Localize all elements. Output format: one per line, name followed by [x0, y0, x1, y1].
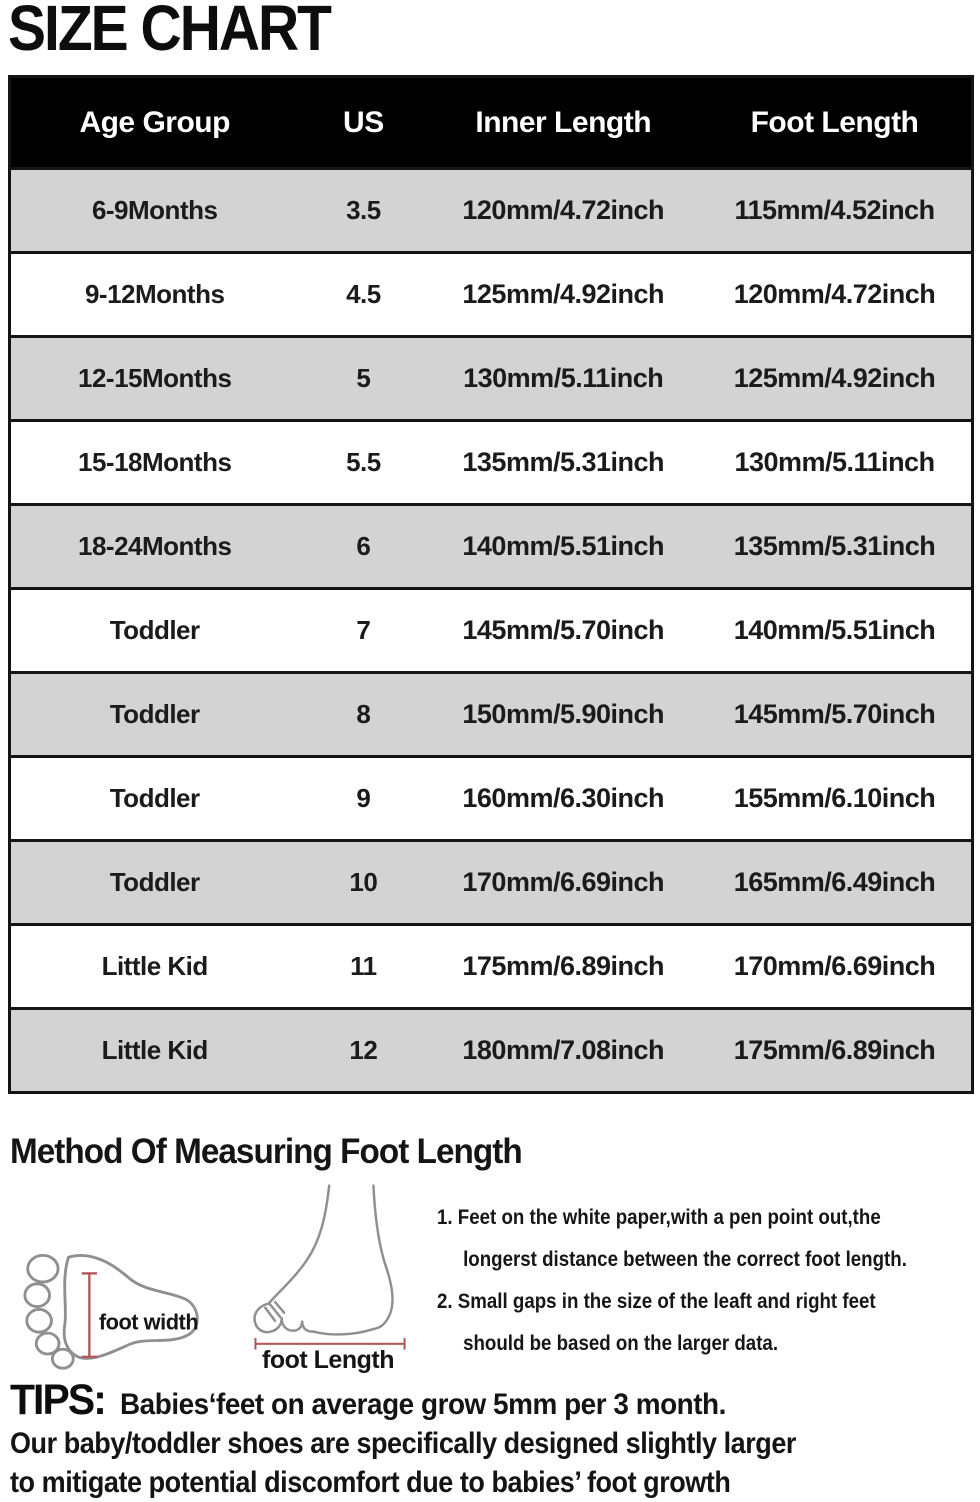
cell-inner-length: 175mm/6.89inch [428, 925, 698, 1009]
cell-foot-length: 175mm/6.89inch [698, 1009, 972, 1093]
cell-us-size: 7 [298, 589, 428, 673]
cell-us-size: 3.5 [298, 169, 428, 253]
cell-foot-length: 120mm/4.72inch [698, 253, 972, 337]
cell-foot-length: 165mm/6.49inch [698, 841, 972, 925]
cell-us-size: 11 [298, 925, 428, 1009]
table-row [10, 589, 973, 673]
cell-us-size: 6 [298, 505, 428, 589]
table-row [10, 1009, 973, 1093]
table-row [10, 253, 973, 337]
tips-line-2: Our baby/toddler shoes are specifically designed slightly larger [10, 1427, 796, 1460]
table-header-row [10, 77, 973, 169]
table-row [10, 337, 973, 421]
instruction-line-2b: should be based on the larger data. [463, 1331, 779, 1355]
tips-line-1: Babies‘feet on average grow 5mm per 3 month. [119, 1388, 726, 1421]
cell-inner-length: 160mm/6.30inch [428, 757, 698, 841]
col-header-inner-length: Inner Length [428, 77, 698, 169]
cell-inner-length: 145mm/5.70inch [428, 589, 698, 673]
table-row [10, 757, 973, 841]
instruction-line-1b: longerst distance between the correct foot length. [463, 1247, 907, 1271]
foot-length-label: foot Length [262, 1346, 394, 1374]
foot-width-label: foot width [98, 1309, 199, 1335]
cell-inner-length: 130mm/5.11inch [428, 337, 698, 421]
cell-inner-length: 120mm/4.72inch [428, 169, 698, 253]
instruction-line-2: 2. Small gaps in the size of the leaft and right feet [437, 1289, 876, 1313]
foot-side-profile-icon [230, 1184, 430, 1352]
cell-inner-length: 150mm/5.90inch [428, 673, 698, 757]
cell-age-group: Little Kid [10, 1009, 299, 1093]
cell-age-group: 18-24Months [10, 505, 299, 589]
cell-us-size: 10 [298, 841, 428, 925]
cell-age-group: Toddler [10, 673, 299, 757]
cell-foot-length: 115mm/4.52inch [698, 169, 972, 253]
cell-inner-length: 125mm/4.92inch [428, 253, 698, 337]
cell-age-group: Toddler [10, 841, 299, 925]
cell-age-group: Little Kid [10, 925, 299, 1009]
tips-line-3: to mitigate potential discomfort due to babies’ foot growth [10, 1466, 731, 1499]
section-heading-measuring: Method Of Measuring Foot Length [10, 1132, 522, 1171]
cell-inner-length: 140mm/5.51inch [428, 505, 698, 589]
page-title: SIZE CHART [8, 0, 330, 65]
cell-foot-length: 145mm/5.70inch [698, 673, 972, 757]
footprint-sole-icon [18, 1244, 210, 1372]
cell-foot-length: 170mm/6.69inch [698, 925, 972, 1009]
col-header-us-size: US [298, 77, 428, 169]
cell-foot-length: 140mm/5.51inch [698, 589, 972, 673]
cell-us-size: 12 [298, 1009, 428, 1093]
cell-foot-length: 125mm/4.92inch [698, 337, 972, 421]
cell-us-size: 5 [298, 337, 428, 421]
cell-foot-length: 155mm/6.10inch [698, 757, 972, 841]
table-row [10, 421, 973, 505]
instruction-line-1: 1. Feet on the white paper,with a pen point out,the [437, 1205, 881, 1229]
cell-us-size: 5.5 [298, 421, 428, 505]
measuring-diagram-section [0, 1180, 980, 1380]
measuring-instructions [437, 1196, 980, 1364]
tips-label: TIPS: [10, 1376, 105, 1424]
table-row [10, 169, 973, 253]
cell-age-group: 12-15Months [10, 337, 299, 421]
cell-age-group: 9-12Months [10, 253, 299, 337]
col-header-age-group: Age Group [10, 77, 299, 169]
cell-age-group: Toddler [10, 757, 299, 841]
cell-age-group: Toddler [10, 589, 299, 673]
cell-foot-length: 135mm/5.31inch [698, 505, 972, 589]
cell-us-size: 9 [298, 757, 428, 841]
table-row [10, 673, 973, 757]
col-header-foot-length: Foot Length [698, 77, 972, 169]
cell-inner-length: 135mm/5.31inch [428, 421, 698, 505]
cell-age-group: 15-18Months [10, 421, 299, 505]
tips-section [10, 1376, 975, 1502]
cell-us-size: 8 [298, 673, 428, 757]
cell-foot-length: 130mm/5.11inch [698, 421, 972, 505]
cell-inner-length: 170mm/6.69inch [428, 841, 698, 925]
table-row [10, 841, 973, 925]
cell-inner-length: 180mm/7.08inch [428, 1009, 698, 1093]
cell-age-group: 6-9Months [10, 169, 299, 253]
size-chart-table [8, 75, 974, 1094]
table-row [10, 925, 973, 1009]
cell-us-size: 4.5 [298, 253, 428, 337]
table-row [10, 505, 973, 589]
